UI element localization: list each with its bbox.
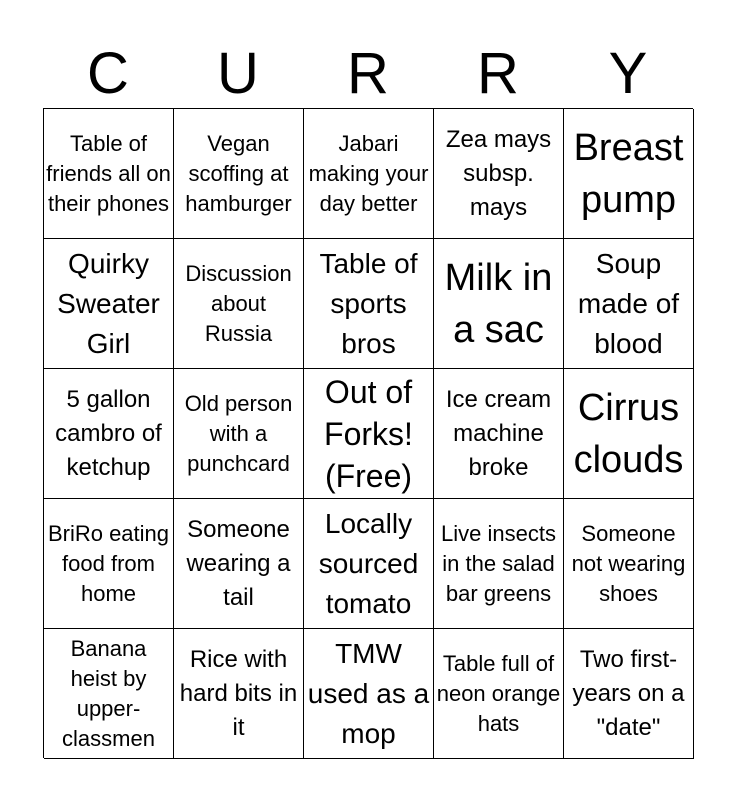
- cell-text: Discussion about Russia: [185, 260, 292, 346]
- cell-text: Milk in a sac: [444, 256, 553, 351]
- bingo-title: [43, 40, 693, 108]
- bingo-cell[interactable]: [44, 499, 174, 629]
- bingo-cell[interactable]: [174, 109, 304, 239]
- cell-text: Rice with hard bits in it: [179, 645, 298, 741]
- cell-text: Ice cream machine broke: [445, 385, 552, 481]
- bingo-cell[interactable]: [564, 629, 694, 759]
- cell-text: Two first-years on a "date": [572, 645, 685, 741]
- bingo-cell[interactable]: [44, 629, 174, 759]
- bingo-cell[interactable]: [304, 629, 434, 759]
- cell-text: Old person with a punchcard: [184, 390, 293, 476]
- cell-text: Out of Forks! (Free): [324, 373, 413, 494]
- bingo-cell[interactable]: [434, 239, 564, 369]
- cell-text: Soup made of blood: [577, 247, 680, 359]
- bingo-cell[interactable]: [564, 499, 694, 629]
- bingo-cell[interactable]: [434, 369, 564, 499]
- cell-text: BriRo eating food from home: [47, 520, 170, 606]
- bingo-cell[interactable]: [174, 369, 304, 499]
- cell-text: Cirrus clouds: [573, 386, 684, 481]
- bingo-cell[interactable]: [44, 109, 174, 239]
- bingo-cell[interactable]: [434, 629, 564, 759]
- cell-text: Someone not wearing shoes: [571, 520, 686, 606]
- cell-text: Live insects in the salad bar greens: [441, 520, 556, 606]
- cell-text: Someone wearing a tail: [186, 515, 291, 611]
- cell-text: Zea mays subsp. mays: [445, 125, 552, 221]
- cell-text: Table full of neon orange hats: [436, 650, 561, 736]
- bingo-cell[interactable]: [434, 499, 564, 629]
- bingo-cell[interactable]: [44, 369, 174, 499]
- cell-text: Table of friends all on their phones: [46, 130, 171, 216]
- title-letter-u: U: [217, 41, 259, 106]
- bingo-cell[interactable]: [564, 239, 694, 369]
- cell-text: Vegan scoffing at hamburger: [185, 130, 292, 216]
- cell-text: Banana heist by upper-classmen: [62, 635, 155, 751]
- bingo-cell[interactable]: [564, 109, 694, 239]
- bingo-cell[interactable]: [304, 109, 434, 239]
- bingo-cell[interactable]: [304, 499, 434, 629]
- bingo-cell[interactable]: [174, 499, 304, 629]
- title-letter-c: C: [87, 41, 129, 106]
- bingo-cell[interactable]: [434, 109, 564, 239]
- bingo-cell[interactable]: [304, 239, 434, 369]
- bingo-cell[interactable]: [564, 369, 694, 499]
- bingo-card: [43, 108, 693, 758]
- bingo-cell[interactable]: [174, 239, 304, 369]
- cell-text: 5 gallon cambro of ketchup: [55, 385, 162, 481]
- cell-text: Jabari making your day better: [308, 130, 429, 216]
- bingo-cell[interactable]: [304, 369, 434, 499]
- cell-text: TMW used as a mop: [307, 637, 430, 749]
- cell-text: Table of sports bros: [319, 247, 418, 359]
- cell-text: Breast pump: [573, 126, 684, 221]
- title-letter-r1: R: [347, 41, 389, 106]
- title-letter-y: Y: [608, 41, 648, 106]
- title-letter-r2: R: [477, 41, 519, 106]
- cell-text: Quirky Sweater Girl: [57, 247, 160, 359]
- bingo-cell[interactable]: [174, 629, 304, 759]
- bingo-cell[interactable]: [44, 239, 174, 369]
- cell-text: Locally sourced tomato: [318, 507, 419, 619]
